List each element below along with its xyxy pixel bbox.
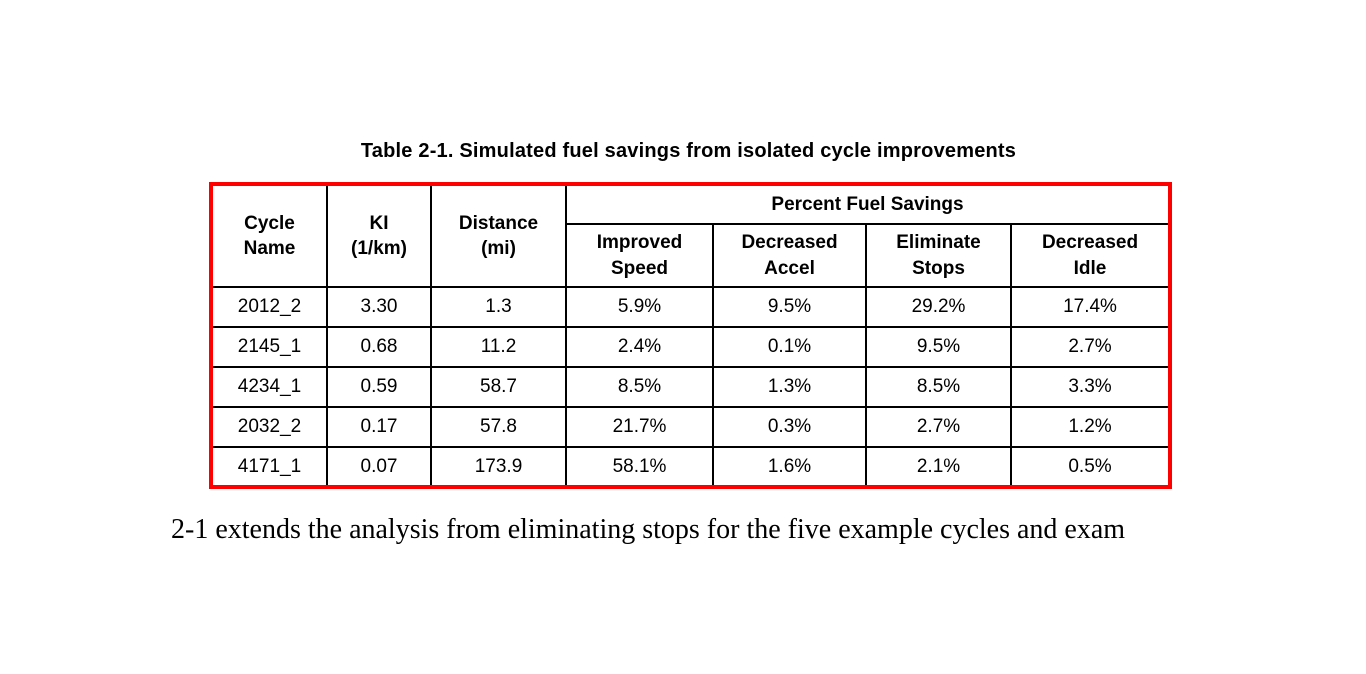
column-header-decreased-idle bbox=[1011, 224, 1170, 287]
cell-cycle-name: 2032_2 bbox=[211, 407, 327, 447]
cell-eliminate-stops: 8.5% bbox=[866, 367, 1011, 407]
table-row bbox=[211, 447, 1170, 487]
header-line-2: Speed bbox=[610, 257, 669, 279]
table-row bbox=[211, 407, 1170, 447]
column-header-ki bbox=[327, 184, 431, 287]
cell-eliminate-stops: 2.7% bbox=[866, 407, 1011, 447]
cell-distance: 11.2 bbox=[431, 327, 566, 367]
cell-improved-speed: 58.1% bbox=[566, 447, 713, 487]
header-line-1: Decreased bbox=[1041, 232, 1139, 254]
group-header-percent-fuel-savings: Percent Fuel Savings bbox=[566, 184, 1170, 224]
column-header-cycle-name bbox=[211, 184, 327, 287]
cell-ki: 0.68 bbox=[327, 327, 431, 367]
header-line-2: Stops bbox=[912, 257, 965, 279]
header-line-2: Accel bbox=[764, 257, 815, 279]
column-header-decreased-accel bbox=[713, 224, 866, 287]
cell-decreased-idle: 1.2% bbox=[1011, 407, 1170, 447]
header-line-2: Idle bbox=[1073, 257, 1107, 279]
cell-distance: 1.3 bbox=[431, 287, 566, 327]
fuel-savings-table bbox=[209, 182, 1172, 489]
cell-decreased-accel: 9.5% bbox=[713, 287, 866, 327]
cell-ki: 0.07 bbox=[327, 447, 431, 487]
cell-improved-speed: 8.5% bbox=[566, 367, 713, 407]
cell-distance: 173.9 bbox=[431, 447, 566, 487]
table-row bbox=[211, 287, 1170, 327]
cell-decreased-accel: 1.3% bbox=[713, 367, 866, 407]
cell-decreased-accel: 0.1% bbox=[713, 327, 866, 367]
cell-ki: 3.30 bbox=[327, 287, 431, 327]
cell-eliminate-stops: 2.1% bbox=[866, 447, 1011, 487]
header-line-1: Improved bbox=[596, 232, 683, 254]
header-line-1: Distance bbox=[458, 212, 539, 234]
table-row bbox=[211, 367, 1170, 407]
header-line-1: Decreased bbox=[741, 232, 838, 254]
table-header bbox=[211, 184, 1170, 287]
body-text: 2-1 extends the analysis from eliminating stops for the five example cycles and exam bbox=[171, 514, 1126, 545]
cell-improved-speed: 21.7% bbox=[566, 407, 713, 447]
header-line-1: Eliminate bbox=[896, 232, 981, 254]
table-row bbox=[211, 327, 1170, 367]
cell-decreased-accel: 1.6% bbox=[713, 447, 866, 487]
cell-eliminate-stops: 9.5% bbox=[866, 327, 1011, 367]
cell-eliminate-stops: 29.2% bbox=[866, 287, 1011, 327]
cell-decreased-idle: 2.7% bbox=[1011, 327, 1170, 367]
cell-distance: 58.7 bbox=[431, 367, 566, 407]
header-line-1: KI bbox=[369, 212, 389, 234]
cell-cycle-name: 4171_1 bbox=[211, 447, 327, 487]
header-line-2: (mi) bbox=[481, 238, 516, 259]
table-title: Table 2-1. Simulated fuel savings from isolated cycle improvements bbox=[360, 140, 1017, 162]
cell-ki: 0.17 bbox=[327, 407, 431, 447]
column-header-eliminate-stops bbox=[866, 224, 1011, 287]
cell-decreased-accel: 0.3% bbox=[713, 407, 866, 447]
group-header-row bbox=[211, 184, 1170, 224]
cell-cycle-name: 4234_1 bbox=[211, 367, 327, 407]
table-body bbox=[211, 287, 1170, 487]
cell-decreased-idle: 0.5% bbox=[1011, 447, 1170, 487]
header-line-2: (1/km) bbox=[351, 238, 407, 259]
column-header-distance bbox=[431, 184, 566, 287]
cell-improved-speed: 5.9% bbox=[566, 287, 713, 327]
header-line-1: Cycle bbox=[244, 212, 295, 234]
cell-decreased-idle: 17.4% bbox=[1011, 287, 1170, 327]
cell-distance: 57.8 bbox=[431, 407, 566, 447]
cell-improved-speed: 2.4% bbox=[566, 327, 713, 367]
cell-ki: 0.59 bbox=[327, 367, 431, 407]
cell-decreased-idle: 3.3% bbox=[1011, 367, 1170, 407]
cell-cycle-name: 2012_2 bbox=[211, 287, 327, 327]
header-line-2: Name bbox=[243, 238, 296, 259]
cell-cycle-name: 2145_1 bbox=[211, 327, 327, 367]
column-header-improved-speed bbox=[566, 224, 713, 287]
